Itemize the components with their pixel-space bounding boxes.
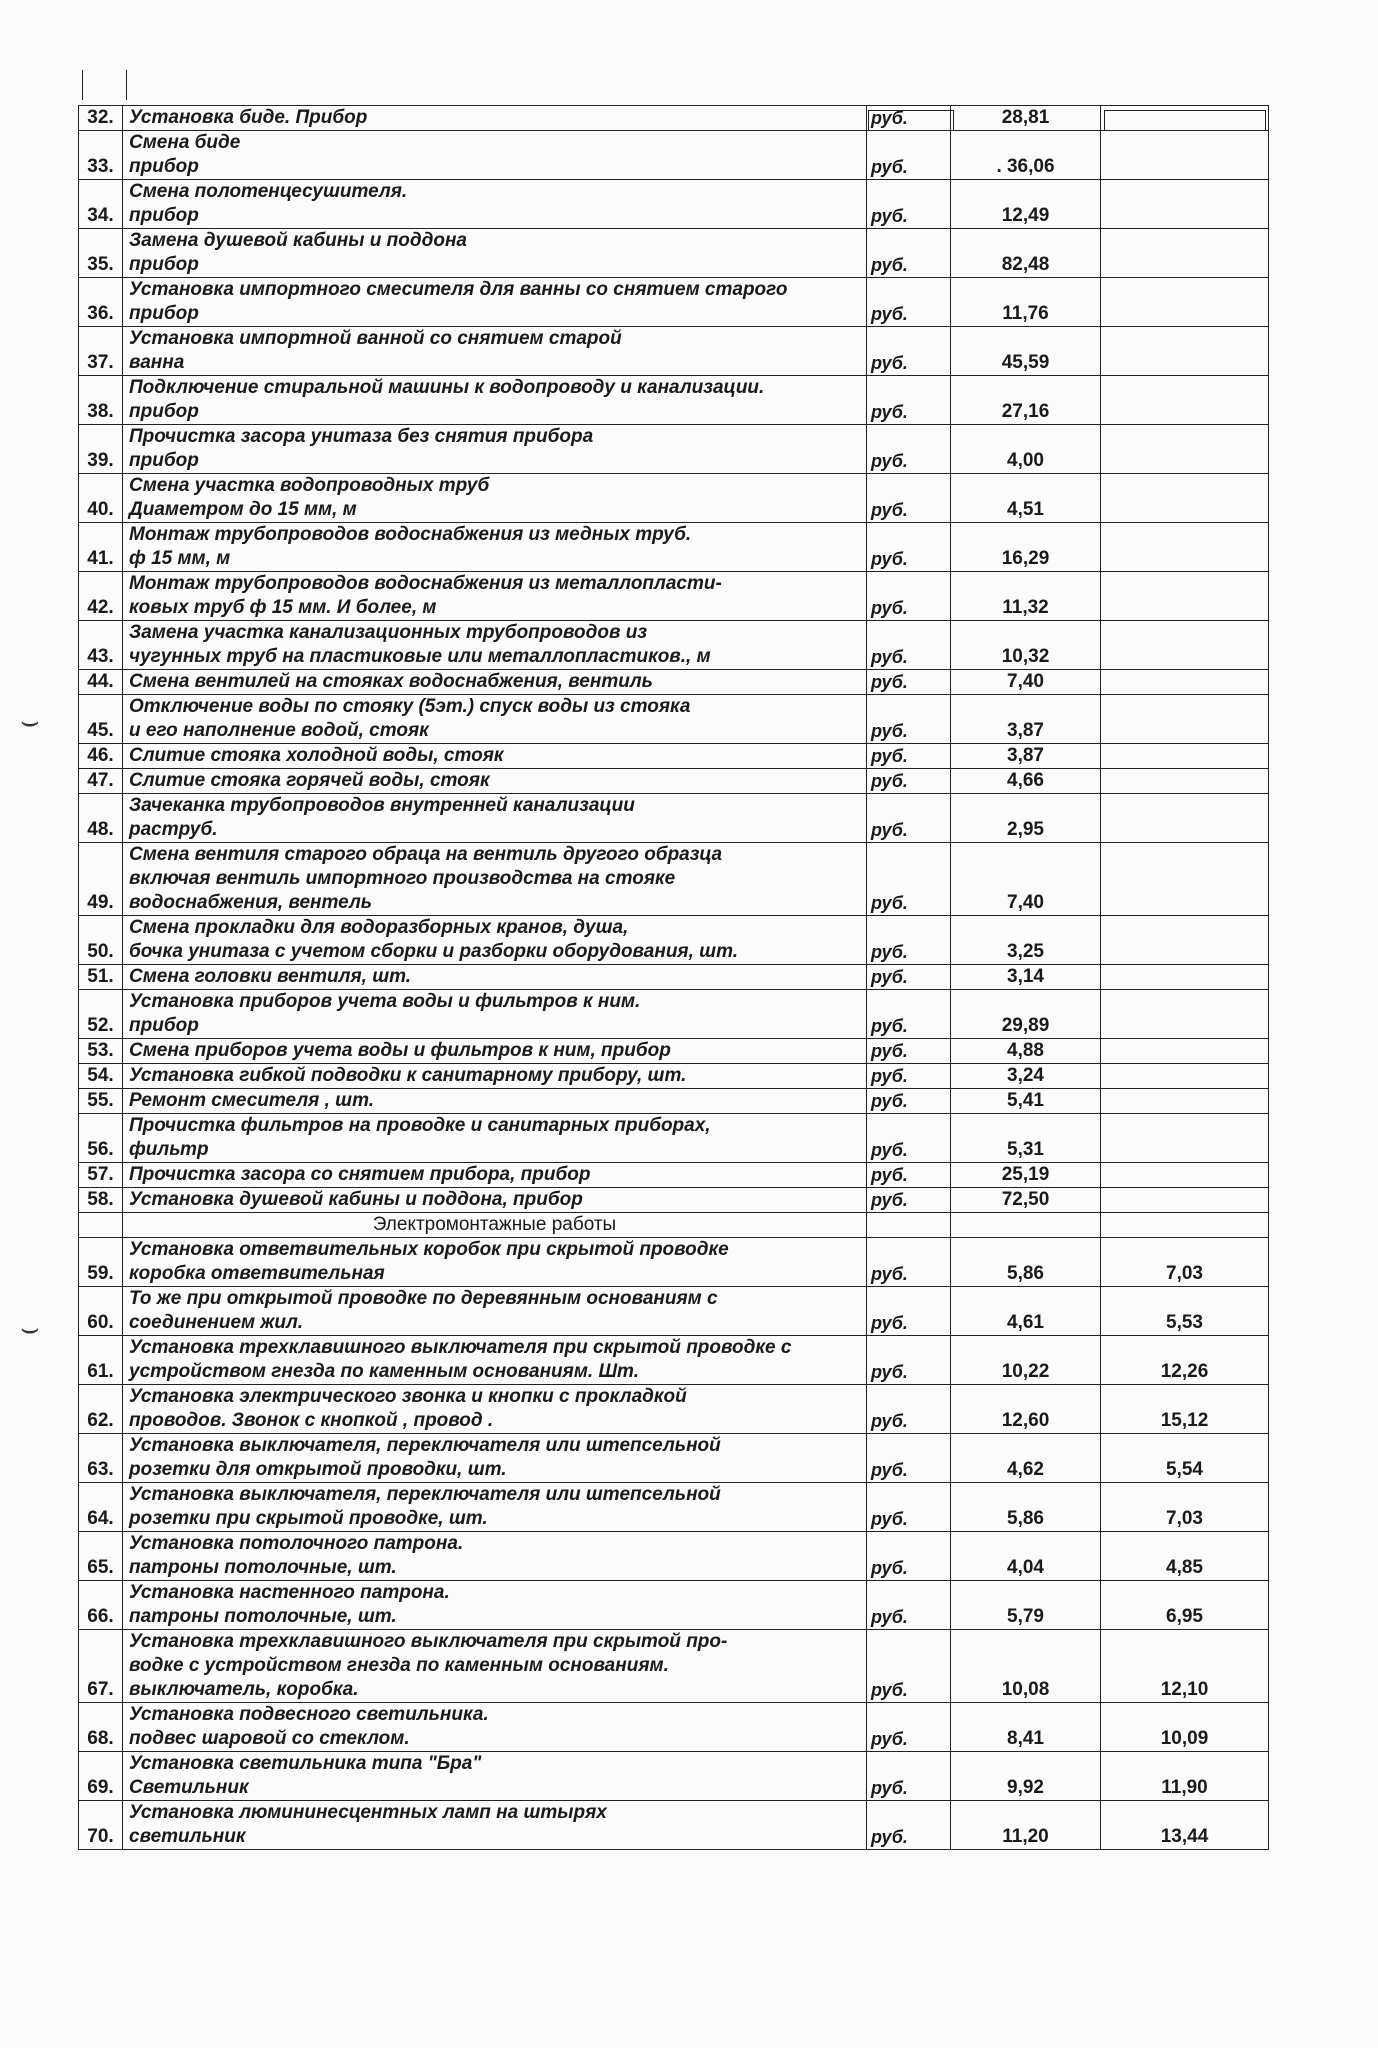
- table-row: [79, 1114, 1269, 1163]
- row-unit: руб.: [867, 1336, 951, 1385]
- table-row: [79, 1752, 1269, 1801]
- row-description: Смена биде прибор: [123, 131, 867, 180]
- table-row: [79, 425, 1269, 474]
- row-number: 59.: [79, 1238, 123, 1287]
- table-row: [79, 670, 1269, 695]
- row-description: Монтаж трубопроводов водоснабжения из медных труб. ф 15 мм, м: [123, 523, 867, 572]
- row-unit: руб.: [867, 474, 951, 523]
- row-unit: руб.: [867, 670, 951, 695]
- row-price: 5,86: [951, 1238, 1101, 1287]
- row-description: Смена головки вентиля, шт.: [123, 965, 867, 990]
- table-row: [79, 229, 1269, 278]
- row-unit: руб.: [867, 916, 951, 965]
- table-row: [79, 794, 1269, 843]
- row-price: 5,86: [951, 1483, 1101, 1532]
- row-price: 45,59: [951, 327, 1101, 376]
- row-description: Смена прокладки для водоразборных кранов, душа, бочка унитаза с учетом сборки и разборки оборудования, шт.: [123, 916, 867, 965]
- row-description: Подключение стиральной машины к водопроводу и канализации. прибор: [123, 376, 867, 425]
- row-number: 34.: [79, 180, 123, 229]
- table-row: [79, 1064, 1269, 1089]
- row-price-alt: [1101, 523, 1269, 572]
- row-unit: руб.: [867, 327, 951, 376]
- row-price-alt: [1101, 843, 1269, 916]
- row-price: 4,51: [951, 474, 1101, 523]
- table-row: [79, 1434, 1269, 1483]
- row-number: 33.: [79, 131, 123, 180]
- row-number: 53.: [79, 1039, 123, 1064]
- row-description: Смена участка водопроводных труб Диаметром до 15 мм, м: [123, 474, 867, 523]
- row-price-alt: [1101, 106, 1269, 131]
- table-row: [79, 1630, 1269, 1703]
- row-unit: руб.: [867, 1532, 951, 1581]
- table-row: [79, 843, 1269, 916]
- row-price-alt: [1101, 695, 1269, 744]
- table-row: [79, 106, 1269, 131]
- row-description: Установка трехклавишного выключателя при скрытой проводке с устройством гнезда по каменным основаниям. Шт.: [123, 1336, 867, 1385]
- table-row: [79, 1238, 1269, 1287]
- row-number: 48.: [79, 794, 123, 843]
- table-row: [79, 131, 1269, 180]
- row-number: 51.: [79, 965, 123, 990]
- row-price: 8,41: [951, 1703, 1101, 1752]
- row-price: 12,60: [951, 1385, 1101, 1434]
- row-description: Установка выключателя, переключателя или штепсельной розетки при скрытой проводке, шт.: [123, 1483, 867, 1532]
- section-title: Электромонтажные работы: [123, 1213, 867, 1238]
- row-unit: руб.: [867, 1483, 951, 1532]
- table-row: [79, 1287, 1269, 1336]
- row-number: 41.: [79, 523, 123, 572]
- row-price: 4,04: [951, 1532, 1101, 1581]
- row-unit: руб.: [867, 1752, 951, 1801]
- row-price: 12,49: [951, 180, 1101, 229]
- row-number: 61.: [79, 1336, 123, 1385]
- row-price: 16,29: [951, 523, 1101, 572]
- row-description: Отключение воды по стояку (5эт.) спуск воды из стояка и его наполнение водой, стояк: [123, 695, 867, 744]
- row-number: 44.: [79, 670, 123, 695]
- row-number: 58.: [79, 1188, 123, 1213]
- table-row: [79, 523, 1269, 572]
- row-description: Установка трехклавишного выключателя при скрытой про- водке с устройством гнезда по каменным основаниям. выключатель, коробка.: [123, 1630, 867, 1703]
- row-unit: руб.: [867, 278, 951, 327]
- row-unit: руб.: [867, 572, 951, 621]
- row-number: 60.: [79, 1287, 123, 1336]
- row-unit: руб.: [867, 1064, 951, 1089]
- row-price-alt: [1101, 1114, 1269, 1163]
- row-unit: руб.: [867, 1434, 951, 1483]
- row-number: 56.: [79, 1114, 123, 1163]
- row-description: Ремонт смесителя , шт.: [123, 1089, 867, 1114]
- row-description: Установка биде. Прибор: [123, 106, 867, 131]
- row-unit: руб.: [867, 621, 951, 670]
- row-price: 2,95: [951, 794, 1101, 843]
- row-unit: руб.: [867, 1163, 951, 1188]
- row-unit: руб.: [867, 1385, 951, 1434]
- table-row: [79, 474, 1269, 523]
- row-price-alt: 5,53: [1101, 1287, 1269, 1336]
- row-price-alt: 12,26: [1101, 1336, 1269, 1385]
- row-description: Смена вентиля старого обраца на вентиль другого образца включая вентиль импортного производства на стояке водоснабжения, вентель: [123, 843, 867, 916]
- row-price-alt: 12,10: [1101, 1630, 1269, 1703]
- row-description: Замена душевой кабины и поддона прибор: [123, 229, 867, 278]
- row-unit: руб.: [867, 376, 951, 425]
- row-price-alt: [1101, 1039, 1269, 1064]
- row-price: 27,16: [951, 376, 1101, 425]
- row-number: 37.: [79, 327, 123, 376]
- row-price-alt: [1101, 1089, 1269, 1114]
- row-price-alt: 5,54: [1101, 1434, 1269, 1483]
- row-number: 45.: [79, 695, 123, 744]
- row-description: Установка настенного патрона. патроны потолочные, шт.: [123, 1581, 867, 1630]
- row-price: 4,66: [951, 769, 1101, 794]
- row-price-alt: [1101, 131, 1269, 180]
- table-row: [79, 572, 1269, 621]
- row-number: 38.: [79, 376, 123, 425]
- table-row: [79, 1703, 1269, 1752]
- row-unit: руб.: [867, 1238, 951, 1287]
- row-unit: руб.: [867, 965, 951, 990]
- row-price-alt: [1101, 794, 1269, 843]
- row-price-alt: 10,09: [1101, 1703, 1269, 1752]
- row-unit: руб.: [867, 1114, 951, 1163]
- row-unit: руб.: [867, 744, 951, 769]
- row-description: Установка потолочного патрона. патроны потолочные, шт.: [123, 1532, 867, 1581]
- row-price: 5,31: [951, 1114, 1101, 1163]
- row-price-alt: 7,03: [1101, 1483, 1269, 1532]
- row-unit: руб.: [867, 1287, 951, 1336]
- row-description: Слитие стояка холодной воды, стояк: [123, 744, 867, 769]
- row-price-alt: [1101, 670, 1269, 695]
- row-number: 67.: [79, 1630, 123, 1703]
- row-description: Замена участка канализационных трубопроводов из чугунных труб на пластиковые или металлопластиков., м: [123, 621, 867, 670]
- row-number: 57.: [79, 1163, 123, 1188]
- row-number: 65.: [79, 1532, 123, 1581]
- row-price: 3,14: [951, 965, 1101, 990]
- row-description: То же при открытой проводке по деревянным основаниям с соединением жил.: [123, 1287, 867, 1336]
- row-unit: руб.: [867, 180, 951, 229]
- row-number: 63.: [79, 1434, 123, 1483]
- row-description: Смена вентилей на стояках водоснабжения, вентиль: [123, 670, 867, 695]
- row-number: 39.: [79, 425, 123, 474]
- row-description: Установка светильника типа "Бра" Светильник: [123, 1752, 867, 1801]
- table-row: [79, 1163, 1269, 1188]
- row-description: Установка электрического звонка и кнопки с прокладкой проводов. Звонок с кнопкой , провод .: [123, 1385, 867, 1434]
- row-price-alt: [1101, 229, 1269, 278]
- row-price: 72,50: [951, 1188, 1101, 1213]
- row-price-alt: [1101, 769, 1269, 794]
- row-unit: руб.: [867, 106, 951, 131]
- section-spacer: [867, 1213, 951, 1238]
- row-number: 32.: [79, 106, 123, 131]
- row-number: 47.: [79, 769, 123, 794]
- row-price-alt: [1101, 990, 1269, 1039]
- row-price: 4,00: [951, 425, 1101, 474]
- row-number: 46.: [79, 744, 123, 769]
- price-list-page: [78, 105, 1268, 1850]
- row-description: Установка душевой кабины и поддона, прибор: [123, 1188, 867, 1213]
- row-price: 82,48: [951, 229, 1101, 278]
- row-description: Прочистка фильтров на проводке и санитарных приборах, фильтр: [123, 1114, 867, 1163]
- row-number: 66.: [79, 1581, 123, 1630]
- table-row: [79, 1532, 1269, 1581]
- row-price: 9,92: [951, 1752, 1101, 1801]
- row-price-alt: 15,12: [1101, 1385, 1269, 1434]
- row-price-alt: 13,44: [1101, 1801, 1269, 1850]
- row-price: 10,08: [951, 1630, 1101, 1703]
- row-price: 7,40: [951, 670, 1101, 695]
- row-description: Установка подвесного светильника. подвес шаровой со стеклом.: [123, 1703, 867, 1752]
- row-price: 3,24: [951, 1064, 1101, 1089]
- row-price: . 36,06: [951, 131, 1101, 180]
- row-description: Установка ответвительных коробок при скрытой проводке коробка ответвительная: [123, 1238, 867, 1287]
- row-unit: руб.: [867, 843, 951, 916]
- row-price: 3,87: [951, 744, 1101, 769]
- row-unit: руб.: [867, 425, 951, 474]
- row-price-alt: 11,90: [1101, 1752, 1269, 1801]
- row-price-alt: [1101, 180, 1269, 229]
- row-description: Установка приборов учета воды и фильтров к ним. прибор: [123, 990, 867, 1039]
- row-price-alt: [1101, 1188, 1269, 1213]
- row-description: Зачеканка трубопроводов внутренней канализации раструб.: [123, 794, 867, 843]
- row-price: 7,40: [951, 843, 1101, 916]
- row-price-alt: [1101, 1064, 1269, 1089]
- row-price: 25,19: [951, 1163, 1101, 1188]
- row-price: 4,88: [951, 1039, 1101, 1064]
- row-number: 68.: [79, 1703, 123, 1752]
- row-description: Смена полотенцесушителя. прибор: [123, 180, 867, 229]
- margin-tick-mark: ⌣: [20, 1312, 40, 1345]
- row-price-alt: [1101, 474, 1269, 523]
- row-unit: руб.: [867, 1188, 951, 1213]
- row-number: 43.: [79, 621, 123, 670]
- row-description: Смена приборов учета воды и фильтров к ним, прибор: [123, 1039, 867, 1064]
- table-row: [79, 180, 1269, 229]
- row-price-alt: 4,85: [1101, 1532, 1269, 1581]
- row-description: Установка импортного смесителя для ванны со снятием старого прибор: [123, 278, 867, 327]
- row-number: 36.: [79, 278, 123, 327]
- row-number: 42.: [79, 572, 123, 621]
- section-spacer: [79, 1213, 123, 1238]
- row-price: 5,79: [951, 1581, 1101, 1630]
- row-unit: руб.: [867, 1089, 951, 1114]
- row-price: 29,89: [951, 990, 1101, 1039]
- row-description: Слитие стояка горячей воды, стояк: [123, 769, 867, 794]
- row-price-alt: 7,03: [1101, 1238, 1269, 1287]
- row-price: 10,22: [951, 1336, 1101, 1385]
- row-description: Монтаж трубопроводов водоснабжения из металлопласти- ковых труб ф 15 мм. И более, м: [123, 572, 867, 621]
- table-row: [79, 1483, 1269, 1532]
- row-number: 50.: [79, 916, 123, 965]
- row-number: 70.: [79, 1801, 123, 1850]
- row-description: Прочистка засора со снятием прибора, прибор: [123, 1163, 867, 1188]
- row-number: 40.: [79, 474, 123, 523]
- row-unit: руб.: [867, 769, 951, 794]
- row-unit: руб.: [867, 131, 951, 180]
- row-unit: руб.: [867, 794, 951, 843]
- row-price: 11,32: [951, 572, 1101, 621]
- row-unit: руб.: [867, 1581, 951, 1630]
- table-row: [79, 621, 1269, 670]
- table-row: [79, 278, 1269, 327]
- table-row: [79, 376, 1269, 425]
- row-number: 62.: [79, 1385, 123, 1434]
- row-price-alt: [1101, 621, 1269, 670]
- table-row: [79, 1385, 1269, 1434]
- row-price: 11,76: [951, 278, 1101, 327]
- row-description: Установка выключателя, переключателя или штепсельной розетки для открытой проводки, шт.: [123, 1434, 867, 1483]
- section-spacer: [951, 1213, 1101, 1238]
- row-price-alt: [1101, 1163, 1269, 1188]
- row-number: 35.: [79, 229, 123, 278]
- section-header-row: [79, 1213, 1269, 1238]
- row-price: 5,41: [951, 1089, 1101, 1114]
- table-row: [79, 1581, 1269, 1630]
- row-unit: руб.: [867, 990, 951, 1039]
- price-table: [78, 105, 1269, 1850]
- row-description: Установка люмининесцентных ламп на штырях светильник: [123, 1801, 867, 1850]
- row-price: 3,87: [951, 695, 1101, 744]
- table-row: [79, 990, 1269, 1039]
- row-price-alt: [1101, 572, 1269, 621]
- table-row: [79, 1089, 1269, 1114]
- row-number: 55.: [79, 1089, 123, 1114]
- row-price-alt: [1101, 278, 1269, 327]
- table-row: [79, 916, 1269, 965]
- table-row: [79, 744, 1269, 769]
- row-price: 4,61: [951, 1287, 1101, 1336]
- row-unit: руб.: [867, 1630, 951, 1703]
- row-number: 64.: [79, 1483, 123, 1532]
- row-price-alt: [1101, 744, 1269, 769]
- table-row: [79, 1336, 1269, 1385]
- table-top-rule: [82, 70, 1268, 100]
- row-price: 28,81: [951, 106, 1101, 131]
- row-unit: руб.: [867, 1703, 951, 1752]
- row-price-alt: [1101, 965, 1269, 990]
- row-number: 69.: [79, 1752, 123, 1801]
- row-unit: руб.: [867, 1039, 951, 1064]
- row-price-alt: [1101, 376, 1269, 425]
- row-description: Установка гибкой подводки к санитарному прибору, шт.: [123, 1064, 867, 1089]
- row-price: 11,20: [951, 1801, 1101, 1850]
- row-unit: руб.: [867, 523, 951, 572]
- row-price-alt: [1101, 916, 1269, 965]
- table-row: [79, 695, 1269, 744]
- table-row: [79, 769, 1269, 794]
- table-row: [79, 1039, 1269, 1064]
- row-price-alt: [1101, 425, 1269, 474]
- row-number: 54.: [79, 1064, 123, 1089]
- row-price: 3,25: [951, 916, 1101, 965]
- row-price: 4,62: [951, 1434, 1101, 1483]
- row-unit: руб.: [867, 695, 951, 744]
- row-description: Установка импортной ванной со снятием старой ванна: [123, 327, 867, 376]
- table-row: [79, 327, 1269, 376]
- row-number: 49.: [79, 843, 123, 916]
- row-unit: руб.: [867, 1801, 951, 1850]
- row-unit: руб.: [867, 229, 951, 278]
- table-row: [79, 1801, 1269, 1850]
- section-spacer: [1101, 1213, 1269, 1238]
- row-price: 10,32: [951, 621, 1101, 670]
- row-description: Прочистка засора унитаза без снятия прибора прибор: [123, 425, 867, 474]
- row-price-alt: [1101, 327, 1269, 376]
- row-price-alt: 6,95: [1101, 1581, 1269, 1630]
- table-row: [79, 1188, 1269, 1213]
- row-number: 52.: [79, 990, 123, 1039]
- table-row: [79, 965, 1269, 990]
- margin-tick-mark: ⌣: [20, 705, 40, 738]
